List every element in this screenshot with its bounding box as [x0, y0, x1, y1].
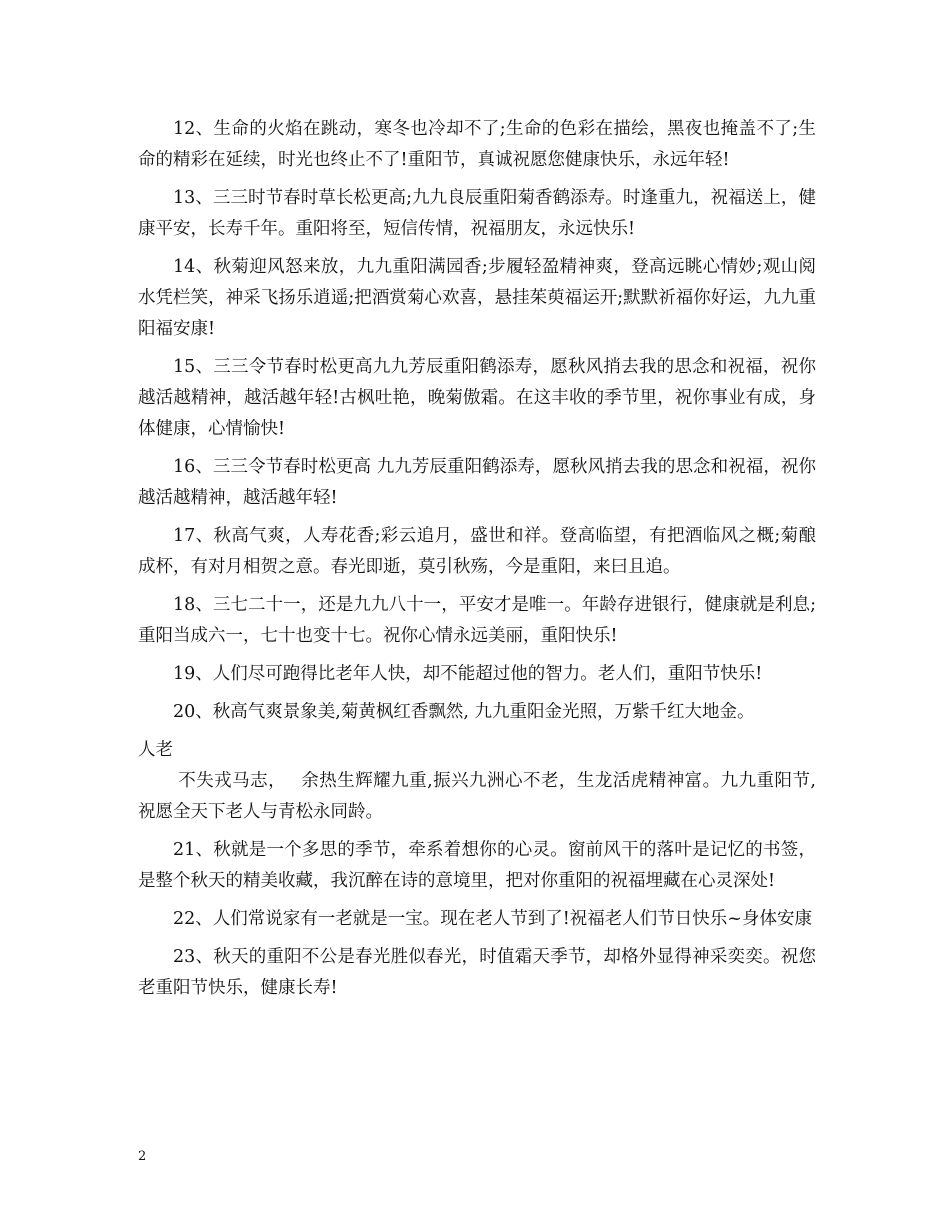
- paragraph-20-break: 人老: [138, 740, 173, 760]
- document-body: [138, 114, 816, 1011]
- paragraph-17: 17、秋高气爽，人寿花香;彩云追月，盛世和祥。登高临望，有把酒临风之概;菊酿成杯，有对月相贺之意。春光即逝，莫引秋殇，今是重阳，来曰且追。: [138, 526, 816, 577]
- paragraph-12: 12、生命的火焰在跳动，寒冬也冷却不了;生命的色彩在描绘，黑夜也掩盖不了;生命的精彩在延续，时光也终止不了!重阳节，真诚祝愿您健康快乐，永远年轻!: [138, 119, 816, 170]
- paragraph-21: 21、秋就是一个多思的季节，牵系着想你的心灵。窗前风干的落叶是记忆的书签，是整个秋天的精美收藏，我沉醉在诗的意境里，把对你重阳的祝福埋藏在心灵深处!: [138, 840, 816, 891]
- page-number: 2: [138, 1149, 147, 1164]
- paragraph-19: 19、人们尽可跑得比老年人快，却不能超过他的智力。老人们，重阳节快乐!: [173, 664, 763, 684]
- paragraph-16: 16、三三令节春时松更高 九九芳辰重阳鹤添寿，愿秋风捎去我的思念和祝福，祝你越活越精神，越活越年轻!: [138, 457, 816, 508]
- paragraph-14: 14、秋菊迎风怒来放，九九重阳满园香;步履轻盈精神爽，登高远眺心情妙;观山阅水凭栏笑，神采飞扬乐逍遥;把酒赏菊心欢喜，悬挂茱萸福运开;默默祈福你好运，九九重阳福安康!: [138, 257, 816, 339]
- paragraph-18: 18、三七二十一，还是九九八十一，平安才是唯一。年龄存进银行，健康就是利息;重阳当成六一，七十也变十七。祝你心情永远美丽，重阳快乐!: [138, 595, 816, 646]
- paragraph-22: 22、人们常说家有一老就是一宝。现在老人节到了!祝福老人们节日快乐~身体安康: [173, 909, 812, 929]
- paragraph-23: 23、秋天的重阳不公是春光胜似春光，时值霜天季节，却格外显得神采奕奕。祝您老重阳节快乐，健康长寿!: [138, 947, 816, 998]
- paragraph-13: 13、三三时节春时草长松更高;九九良辰重阳菊香鹤添寿。时逢重九，祝福送上，健康平安，长寿千年。重阳将至，短信传情，祝福朋友，永远快乐!: [138, 188, 816, 239]
- paragraph-20-continued: 不失戎马志， 余热生辉耀九重,振兴九洲心不老，生龙活虎精神富。九九重阳节,祝愿全天下老人与青松永同龄。: [138, 771, 816, 822]
- paragraph-20: 20、秋高气爽景象美,菊黄枫红香飘然, 九九重阳金光照，万紫千红大地金。: [173, 702, 755, 722]
- paragraph-15: 15、三三令节春时松更高九九芳辰重阳鹤添寿，愿秋风捎去我的思念和祝福，祝你越活越精神，越活越年轻!古枫吐艳，晚菊傲霜。在这丰收的季节里，祝你事业有成，身体健康，心情愉快!: [138, 357, 816, 439]
